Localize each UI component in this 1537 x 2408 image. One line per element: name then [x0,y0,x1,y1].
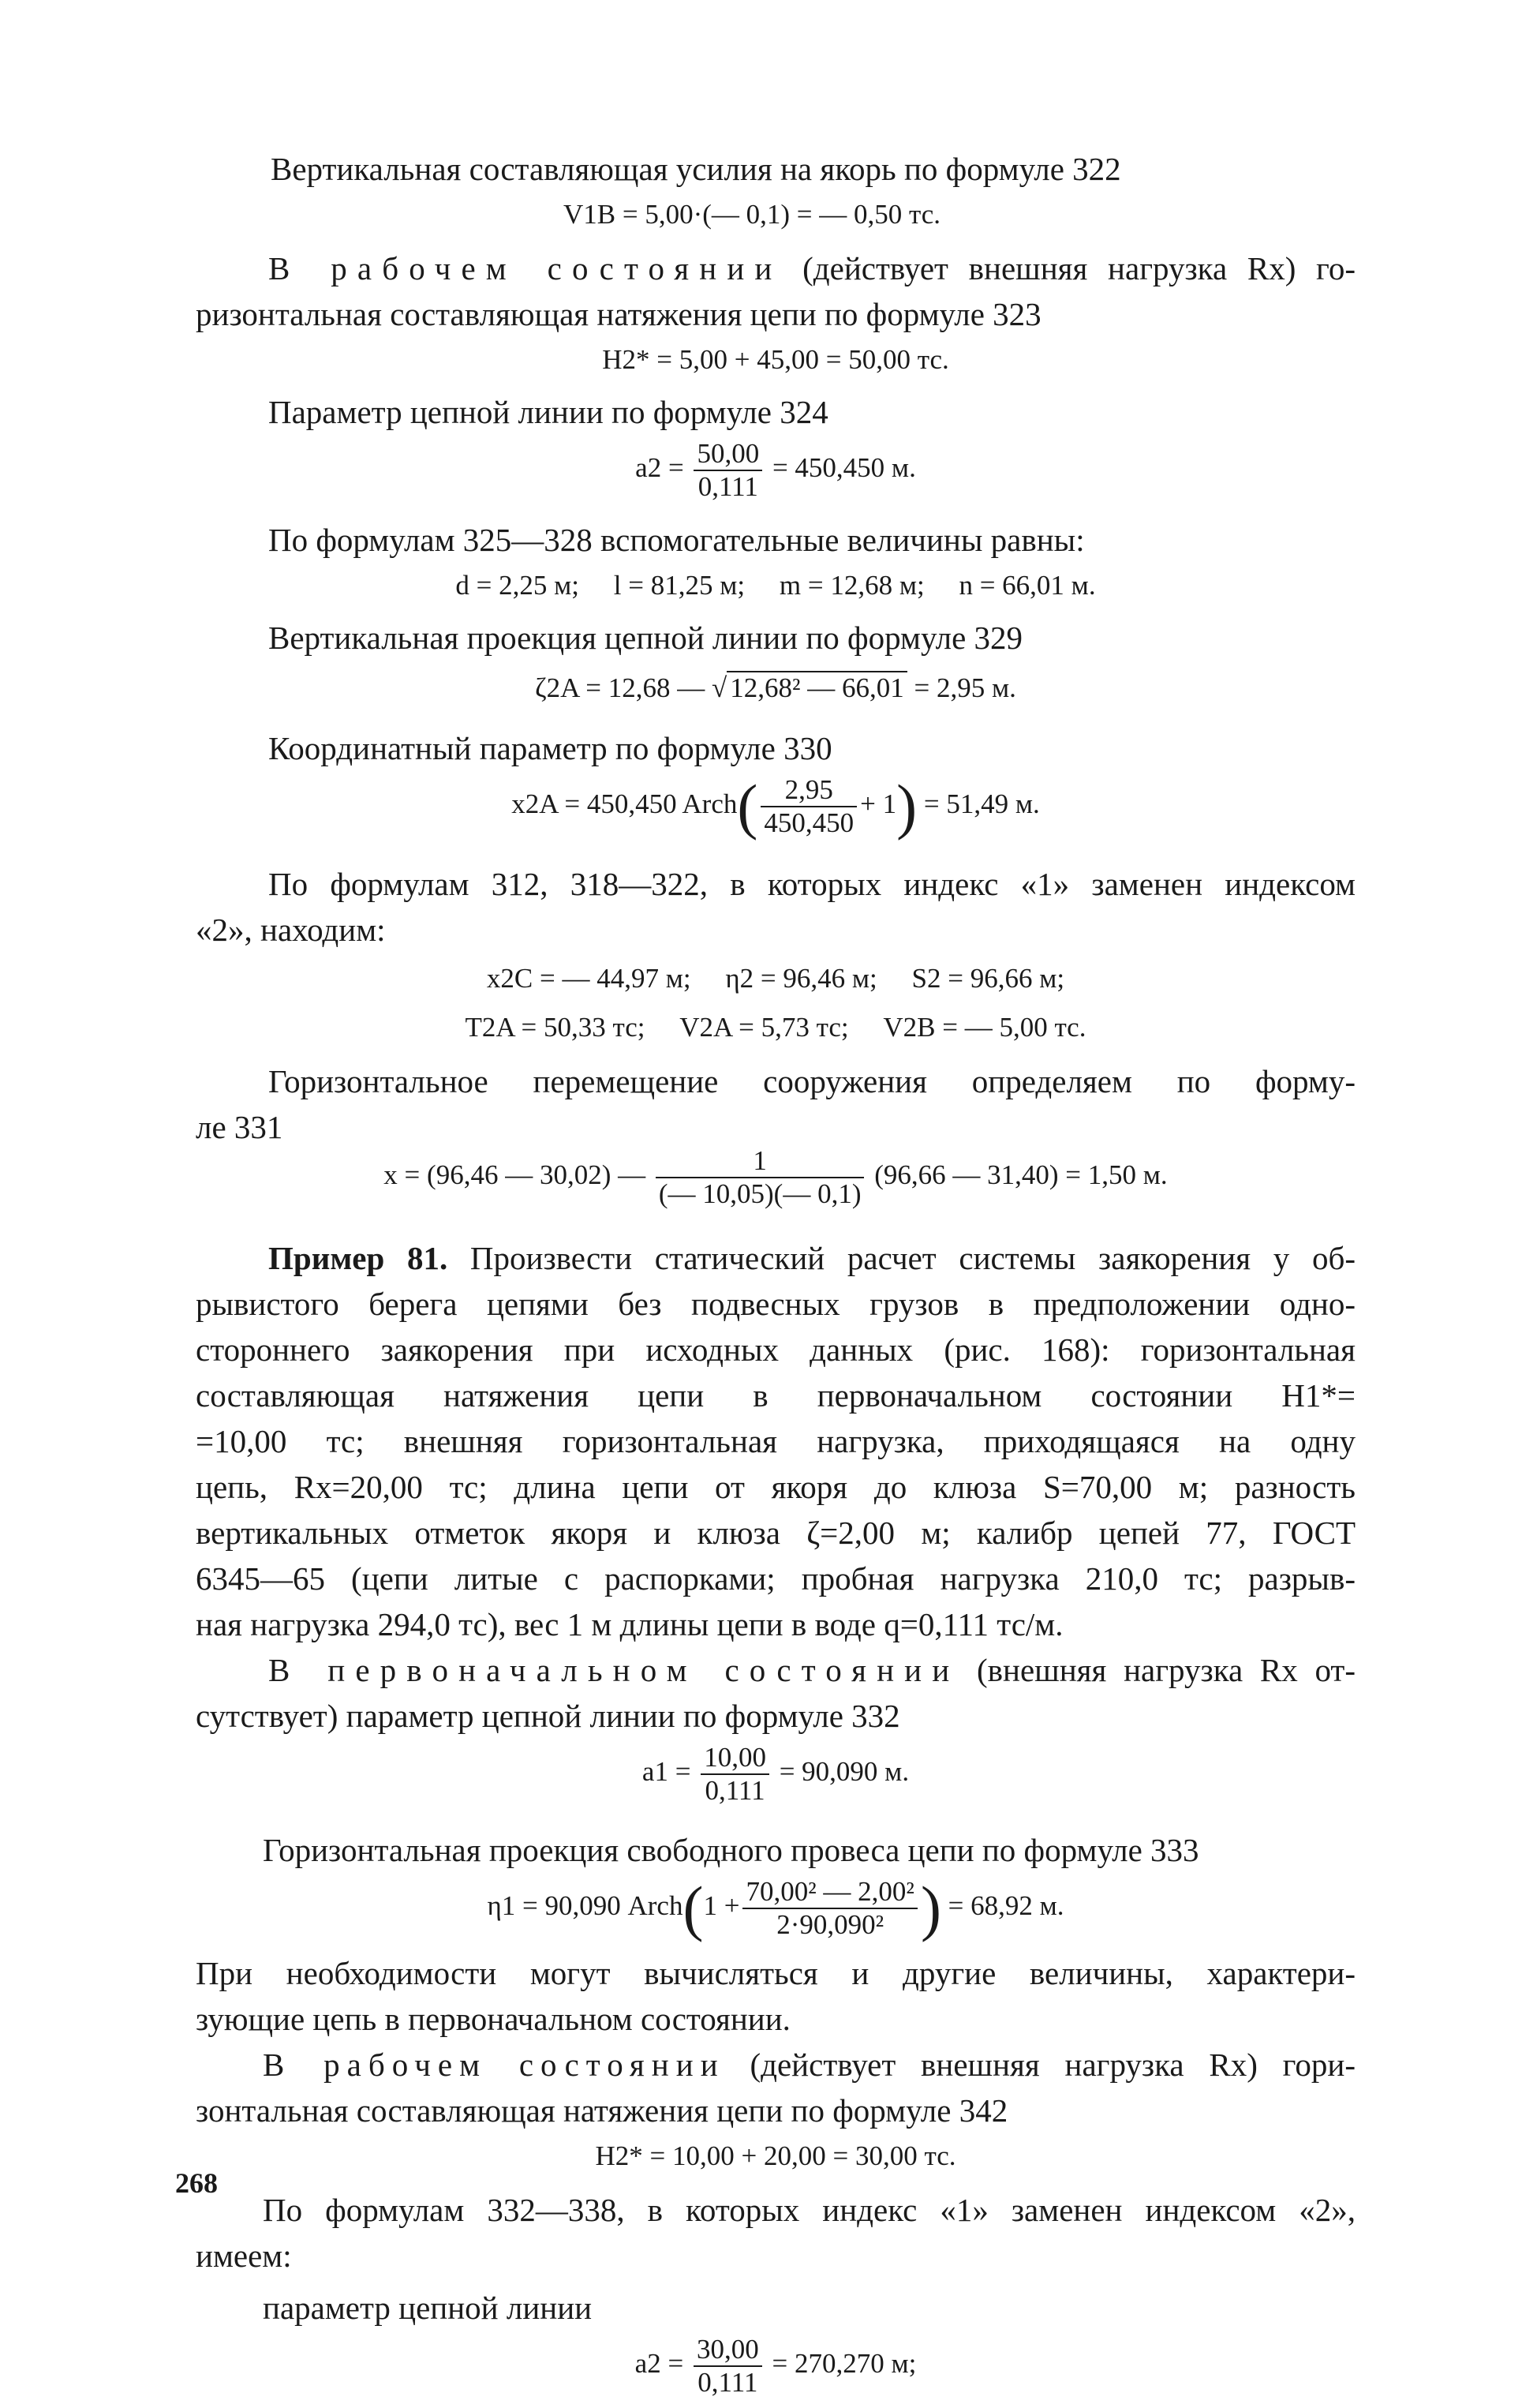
text-line: ная нагрузка 294,0 тс), вес 1 м длины цепи в воде q=0,111 тс/м. [196,1606,1064,1642]
text-line: Координатный параметр по формуле 330 [268,730,832,766]
text-fragment: (действует внешняя нагрузка Rx) го- [802,250,1356,286]
text-line: вертикальных отметок якоря и клюза ζ=2,00 м; калибр цепей 77, ГОСТ [196,1515,1356,1551]
paragraph-chain-parameter-2 [196,2285,1356,2331]
text-line: По формулам 332—338, в которых индекс «1» заменен индексом «2», [263,2192,1356,2228]
text-line: По формулам 325—328 вспомогательные величины равны: [268,522,1085,558]
formula-h2: H2* = 5,00 + 45,00 = 50,00 тс. [602,344,949,375]
text-line [196,1647,1356,1693]
formula-results-row2: T2A = 50,33 тс; V2A = 5,73 тс; V2B = — 5,00 тс. [465,1012,1086,1043]
text-fragment: Произвести статический расчет системы заякорения у об- [469,1240,1356,1276]
paragraph-formulas-332 [196,2187,1356,2279]
spaced-term: В рабочем состоянии [268,250,783,286]
page-number: 268 [175,2167,218,2199]
text-line: Параметр цепной линии по формуле 324 [268,394,828,430]
paragraph-formulas-312 [196,861,1356,953]
fraction [694,438,762,503]
text-line: Вертикальная составляющая усилия на якорь по формуле 322 [271,151,1121,187]
paren: ) [896,772,918,841]
text-line: ризонтальная составляющая натяжения цепи по формуле 323 [196,296,1041,332]
numerator: 2,95 [784,774,833,805]
text-line: =10,00 тс; внешняя горизонтальная нагрузка, приходящаяся на одну [196,1423,1356,1459]
paragraph-initial-state [196,1647,1356,1739]
page-body [196,146,1356,2408]
text-line [196,2042,1356,2088]
formula-term: + 1 [860,788,897,820]
formula-results-row1: x2C = — 44,97 м; η2 = 96,46 м; S2 = 96,66 м; [486,963,1065,994]
text-line: стороннего заякорения при исходных данных (рис. 168): горизонтальная [196,1331,1356,1368]
denominator: 0,111 [694,470,762,503]
formula-rhs: = 450,450 м. [772,452,916,484]
paragraph-coordinate-parameter [196,725,1356,771]
fraction [701,1742,769,1807]
paragraph-example-81 [196,1235,1356,1647]
example-label: Пример 81. [268,1240,448,1276]
denominator: 450,450 [761,806,857,839]
formula-term: 1 + [703,1890,740,1922]
formula-aux-values: d = 2,25 м; l = 81,25 м; m = 12,68 м; n = 66,01 м. [455,570,1096,601]
text-line: «2», находим: [196,912,386,948]
formula-rhs: = 68,92 м. [948,1890,1064,1922]
paren: ( [737,772,758,841]
text-fragment: (действует внешняя нагрузка Rx) гори- [750,2047,1356,2083]
fraction [742,1876,918,1941]
numerator: 30,00 [696,2334,759,2365]
text-line [196,245,1356,291]
formula-h2-working: H2* = 10,00 + 20,00 = 30,00 тс. [595,2140,956,2171]
formula-rhs: = 51,49 м. [923,788,1040,820]
formula-v1b: V1B = 5,00·(— 0,1) = — 0,50 тс. [563,199,941,230]
formula-a2 [196,438,1356,503]
paren: ( [682,1874,704,1942]
text-line: Горизонтальная проекция свободного провеса цепи по формуле 333 [263,1832,1199,1868]
paragraph-auxiliary-values [196,517,1356,563]
formula-rhs: = 270,270 м; [772,2348,917,2380]
text-line: параметр цепной линии [263,2290,593,2326]
text-line: рывистого берега цепями без подвесных грузов в предположении одно- [196,1286,1356,1322]
text-line: Вертикальная проекция цепной линии по формуле 329 [268,620,1023,656]
text-fragment: (внешняя нагрузка Rx от- [976,1652,1356,1688]
formula-rhs: = 90,090 м. [779,1756,910,1788]
formula-rhs: (96,66 — 31,40) = 1,50 м. [874,1159,1168,1191]
text-line: зующие цепь в первоначальном состоянии. [196,2001,791,2037]
formula-lhs: a1 = [641,1756,691,1788]
text-line: При необходимости могут вычисляться и другие величины, характери- [196,1955,1356,1991]
formula-a2-working [196,2334,1356,2399]
paragraph-horizontal-displacement [196,1058,1356,1150]
paragraph-anchor-vertical-force [196,146,1356,192]
paragraph-horizontal-projection [196,1827,1356,1873]
formula-a1 [196,1742,1356,1807]
square-root: 12,68² — 66,01 [727,671,907,703]
formula-x2a [196,774,1356,839]
numerator: 1 [753,1145,767,1176]
formula-lhs: a2 = [635,452,684,484]
text-line: имеем: [196,2238,292,2274]
text-line: Горизонтальное перемещение сооружения определяем по форму- [268,1063,1356,1099]
fraction [694,2334,762,2399]
spaced-term: В первоначальном состоянии [268,1652,960,1688]
formula-lhs: η1 = 90,090 Arch [487,1890,683,1922]
formula-lhs: x = (96,46 — 30,02) — [383,1159,646,1191]
numerator: 10,00 [704,1742,766,1773]
fraction [761,774,857,839]
paragraph-vertical-projection [196,615,1356,661]
denominator: (— 10,05)(— 0,1) [656,1177,865,1210]
denominator: 0,111 [694,2365,762,2399]
text-line: цепь, Rx=20,00 тс; длина цепи от якоря до клюза S=70,00 м; разность [196,1469,1356,1505]
text-line: зонтальная составляющая натяжения цепи по формуле 342 [196,2092,1008,2129]
paragraph-other-values [196,1950,1356,2042]
formula-lhs: ζ2A = 12,68 — √ [535,672,727,703]
numerator: 50,00 [697,438,760,469]
text-line [196,1235,1356,1281]
denominator: 0,111 [701,1773,769,1807]
formula-zeta2a [196,668,1356,708]
formula-lhs: x2A = 450,450 Arch [511,788,738,820]
spaced-term: В рабочем состоянии [263,2047,725,2083]
text-line: ле 331 [196,1109,283,1145]
formula-lhs: a2 = [634,2348,684,2380]
paragraph-working-state [196,245,1356,337]
formula-x [196,1145,1356,1210]
text-line: 6345—65 (цепи литые с распорками; пробная нагрузка 210,0 тс; разрыв- [196,1560,1356,1597]
numerator: 70,00² — 2,00² [746,1876,914,1907]
text-line: сутствует) параметр цепной линии по формуле 332 [196,1698,900,1734]
paragraph-working-state-2 [196,2042,1356,2133]
denominator: 2·90,090² [742,1908,918,1941]
text-line: По формулам 312, 318—322, в которых индекс «1» заменен индексом [268,866,1356,902]
formula-eta1 [196,1876,1356,1941]
fraction [656,1145,865,1210]
text-line: составляющая натяжения цепи в первоначальном состоянии H1*= [196,1377,1356,1414]
paragraph-chain-parameter [196,389,1356,435]
formula-rhs: = 2,95 м. [914,672,1016,703]
paren: ) [920,1874,941,1942]
